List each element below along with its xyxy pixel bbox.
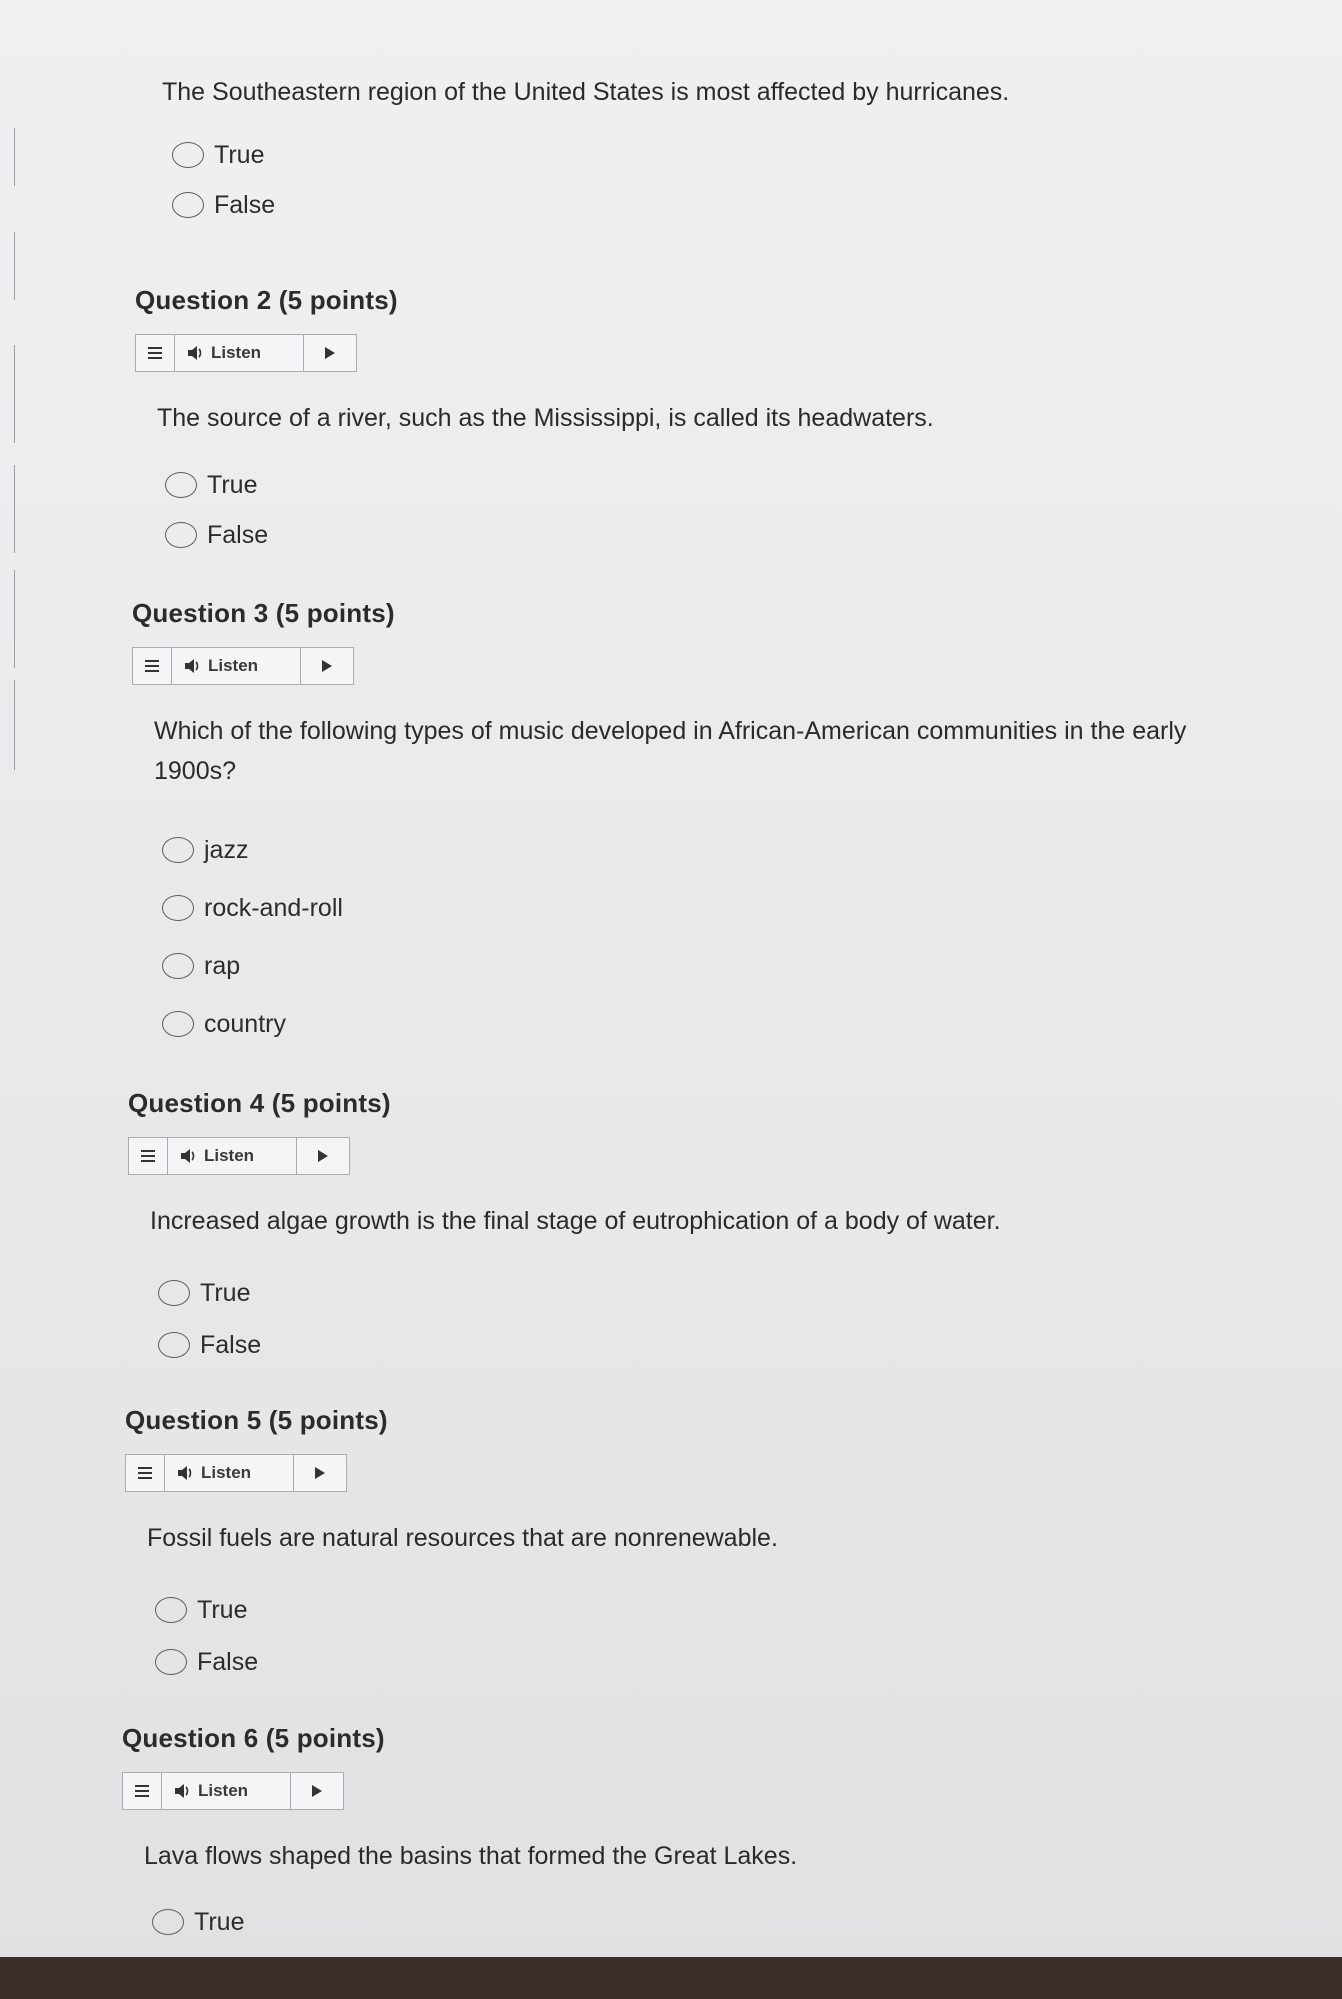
option-label: True [214,140,265,169]
menu-lines-icon [137,1466,153,1480]
option-label: jazz [204,835,249,864]
listen-button[interactable] [175,335,303,371]
speaker-icon [180,1148,198,1164]
bottom-edge [0,1957,1342,1999]
speaker-icon [174,1783,192,1799]
menu-lines-icon [140,1149,156,1163]
option-label: True [200,1278,251,1307]
radio-button[interactable] [165,522,197,548]
question-title: Question 3 (5 points) [132,598,395,628]
listen-button[interactable] [165,1455,293,1491]
radio-button[interactable] [162,837,194,863]
speaker-icon [177,1465,195,1481]
question-title: Question 6 (5 points) [122,1723,385,1753]
play-button[interactable] [293,1455,346,1491]
left-rail [0,0,18,1999]
play-button[interactable] [300,648,353,684]
radio-button[interactable] [158,1332,190,1358]
option-label: country [204,1009,286,1038]
question-title: Question 4 (5 points) [128,1088,391,1118]
option-rap[interactable] [162,937,1252,995]
option-true[interactable] [155,1584,1245,1636]
play-button[interactable] [296,1138,349,1174]
radio-button[interactable] [162,895,194,921]
option-true[interactable] [152,1896,1242,1948]
radio-button[interactable] [158,1280,190,1306]
option-rock-and-roll[interactable] [162,879,1252,937]
play-icon [324,346,336,360]
option-label: False [207,520,269,549]
menu-button[interactable] [129,1138,168,1174]
question-6 [122,1723,1242,1948]
option-label: rap [204,951,241,980]
question-text: The source of a river, such as the Mississippi, is called its headwaters. [157,404,934,432]
question-5 [125,1405,1245,1688]
listen-control [128,1137,350,1175]
listen-control [135,334,357,372]
radio-button[interactable] [172,142,204,168]
play-button[interactable] [303,335,356,371]
play-button[interactable] [290,1773,343,1809]
radio-button[interactable] [155,1649,187,1675]
option-label: True [194,1907,245,1936]
play-icon [314,1466,326,1480]
listen-control [132,647,354,685]
listen-button[interactable] [162,1773,290,1809]
menu-button[interactable] [133,648,172,684]
radio-button[interactable] [155,1597,187,1623]
radio-button[interactable] [162,1011,194,1037]
question-1 [142,72,1262,230]
listen-button[interactable] [168,1138,296,1174]
listen-label: Listen [208,656,259,675]
menu-lines-icon [134,1784,150,1798]
question-text: Which of the following types of music developed in African-American communities in the early 1900s? [154,717,1187,785]
play-icon [321,659,333,673]
option-label: rock-and-roll [204,893,343,922]
option-label: False [197,1647,259,1676]
option-false[interactable] [172,180,1262,230]
option-jazz[interactable] [162,821,1252,879]
listen-label: Listen [204,1146,255,1165]
question-text: Fossil fuels are natural resources that are nonrenewable. [147,1524,778,1552]
menu-button[interactable] [136,335,175,371]
play-icon [311,1784,323,1798]
radio-button[interactable] [162,953,194,979]
menu-lines-icon [144,659,160,673]
option-false[interactable] [155,1636,1245,1688]
speaker-icon [187,345,205,361]
menu-button[interactable] [123,1773,162,1809]
listen-control [125,1454,347,1492]
option-true[interactable] [158,1267,1248,1319]
question-title: Question 2 (5 points) [135,285,398,315]
listen-button[interactable] [172,648,300,684]
question-text: The Southeastern region of the United States is most affected by hurricanes. [162,78,1010,106]
question-title: Question 5 (5 points) [125,1405,388,1435]
option-true[interactable] [165,460,1255,510]
menu-lines-icon [147,346,163,360]
question-2 [135,285,1255,560]
option-country[interactable] [162,995,1252,1053]
option-true[interactable] [172,130,1262,180]
listen-label: Listen [201,1463,252,1482]
option-label: False [214,190,276,219]
radio-button[interactable] [152,1909,184,1935]
question-3 [132,598,1252,1053]
option-false[interactable] [165,510,1255,560]
radio-button[interactable] [165,472,197,498]
question-text: Lava flows shaped the basins that formed the Great Lakes. [144,1842,798,1870]
option-false[interactable] [158,1319,1248,1371]
option-label: True [207,470,258,499]
question-4 [128,1088,1248,1371]
listen-label: Listen [211,343,262,362]
radio-button[interactable] [172,192,204,218]
menu-button[interactable] [126,1455,165,1491]
question-text: Increased algae growth is the final stage of eutrophication of a body of water. [150,1207,1001,1235]
listen-control [122,1772,344,1810]
option-label: True [197,1595,248,1624]
listen-label: Listen [198,1781,249,1800]
option-label: False [200,1330,262,1359]
play-icon [317,1149,329,1163]
speaker-icon [184,658,202,674]
